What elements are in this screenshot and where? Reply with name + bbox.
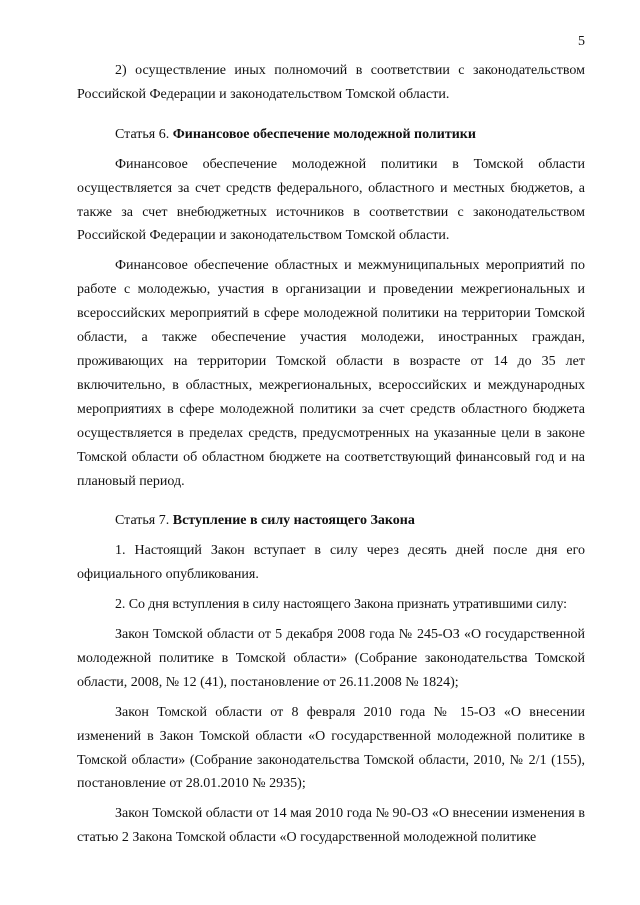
article-7-paragraph-2: 2. Со дня вступления в силу настоящего Закона признать утратившими силу: [115,597,567,613]
paragraph-item-2: 2) осуществление иных полномочий в соответствии с законодательством Российской Федерации и законодательством Томской области. [77,63,585,102]
article-6-paragraph-1: Финансовое обеспечение молодежной политики в Томской области осуществляется за счет средств федерального, областного и местных бюджетов, а также за счет внебюджетных источников в соответствии с законодательством Российской Федерации и законодательством Томской области. [77,156,585,244]
repealed-law-1: Закон Томской области от 5 декабря 2008 года № 245-ОЗ «О государственной молодежной политике в Томской области» (Собрание законодательства Томской области, 2008, № 12 (41), постановление от 26.11.2008 № 1824); [77,627,585,690]
article-6-heading [77,123,585,147]
repealed-law-2: Закон Томской области от 8 февраля 2010 года № 15-ОЗ «О внесении изменений в Закон Томской области «О государственной молодежной политике в Томской области» (Собрание законодательства Томской области, 2010, № 2/1 (155), постановление от 28.01.2010 № 2935); [77,704,585,792]
article-7-prefix: Статья 7. [115,513,170,529]
article-7-paragraph-1: 1. Настоящий Закон вступает в силу через десять дней после дня его официального опубликования. [77,543,585,583]
article-6-paragraph-2: Финансовое обеспечение областных и межмуниципальных мероприятий по работе с молодежью, участия в организации и проведении межрегиональных и всероссийских мероприятий в сфере молодежной политики на территории Томской области, а также обеспечение участия молодежи, иностранных граждан, проживающих на территории Томской области в возрасте от 14 до 35 лет включительно, в областных, межрегиональных, всероссийских и международных мероприятиях в сфере молодежной политики за счет средств областного бюджета осуществляется в пределах средств, предусмотренных на указанные цели в законе Томской области об областном бюджете на соответствующий финансовый год и на плановый период. [77,258,585,489]
article-7-title: Вступление в силу настоящего Закона [172,513,415,529]
page-number: 5 [578,34,585,49]
article-6-prefix: Статья 6. [115,126,170,142]
article-7-heading [77,509,585,533]
repealed-law-3: Закон Томской области от 14 мая 2010 года № 90-ОЗ «О внесении изменения в статью 2 Закона Томской области «О государственной молодежной политике [77,806,585,846]
article-6-title: Финансовое обеспечение молодежной политики [172,126,476,142]
document-body [77,59,585,850]
